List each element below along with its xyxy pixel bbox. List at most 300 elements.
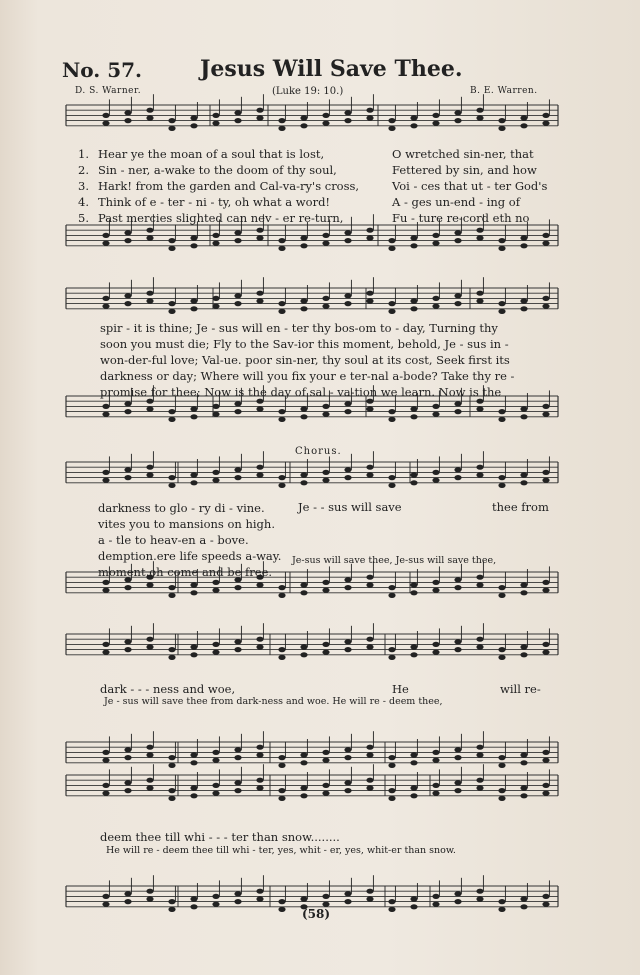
hymn-title: Jesus Will Save Thee. xyxy=(200,56,463,82)
lyric-line: Fettered by sin, and how xyxy=(392,163,537,177)
note-head xyxy=(454,467,461,472)
note-head xyxy=(190,760,197,765)
hymn-number: No. 57. xyxy=(62,58,142,82)
note-head xyxy=(542,783,549,788)
note-head xyxy=(432,404,439,409)
note-head xyxy=(542,113,549,118)
note-head xyxy=(300,414,307,419)
note-head xyxy=(102,470,109,475)
note-head xyxy=(146,889,153,894)
note-head xyxy=(498,593,505,598)
note-head xyxy=(476,745,483,750)
note-head xyxy=(344,891,351,896)
chorus-bass-line-3: He will re - deem thee till whi - ter, yes, whit - er, yes, whit-er than snow. xyxy=(106,845,456,856)
note-head xyxy=(278,647,285,652)
note-head xyxy=(168,126,175,131)
note-head xyxy=(256,406,263,411)
note-head xyxy=(542,758,549,763)
note-head xyxy=(234,647,241,652)
note-head xyxy=(542,642,549,647)
note-head xyxy=(300,235,307,240)
note-head xyxy=(146,291,153,296)
chorus-line-2-will: will re- xyxy=(500,682,541,696)
note-head xyxy=(300,760,307,765)
note-head xyxy=(498,417,505,422)
note-head xyxy=(542,478,549,483)
note-head xyxy=(388,118,395,123)
note-head xyxy=(256,889,263,894)
verse-lines-a xyxy=(98,146,359,226)
note-head xyxy=(388,475,395,480)
note-head xyxy=(124,301,131,306)
lyric-line: darkness or day; Where will you fix your e ter-nal a-bode? Take thy re - xyxy=(100,369,515,383)
note-head xyxy=(146,745,153,750)
note-head xyxy=(124,780,131,785)
note-head xyxy=(124,747,131,752)
note-head xyxy=(190,406,197,411)
note-head xyxy=(146,108,153,113)
note-head xyxy=(344,230,351,235)
note-head xyxy=(234,899,241,904)
note-head xyxy=(190,785,197,790)
note-head xyxy=(190,414,197,419)
note-head xyxy=(322,750,329,755)
note-head xyxy=(432,470,439,475)
note-head xyxy=(124,639,131,644)
note-head xyxy=(454,301,461,306)
note-head xyxy=(102,650,109,655)
note-head xyxy=(388,417,395,422)
note-head xyxy=(124,899,131,904)
note-head xyxy=(256,785,263,790)
note-head xyxy=(498,483,505,488)
note-head xyxy=(190,752,197,757)
note-head xyxy=(168,763,175,768)
note-head xyxy=(234,118,241,123)
note-head xyxy=(212,791,219,796)
note-head xyxy=(168,409,175,414)
note-head xyxy=(102,758,109,763)
note-head xyxy=(322,588,329,593)
note-head xyxy=(168,593,175,598)
note-head xyxy=(256,637,263,642)
lyric-line: spir - it is thine; Je - sus will en - ter thy bos-om to - day, Turning thy xyxy=(100,321,498,335)
note-head xyxy=(344,301,351,306)
note-head xyxy=(542,750,549,755)
lyric-line: promise for thee; Now is the day of sal - va-tion we learn. Now is the xyxy=(100,385,502,399)
note-head xyxy=(542,121,549,126)
note-head xyxy=(212,470,219,475)
note-head xyxy=(300,793,307,798)
note-head xyxy=(234,293,241,298)
page-number: (58) xyxy=(302,907,331,921)
note-head xyxy=(410,793,417,798)
note-head xyxy=(212,304,219,309)
note-head xyxy=(520,644,527,649)
note-head xyxy=(300,115,307,120)
note-head xyxy=(190,582,197,587)
note-head xyxy=(234,747,241,752)
note-head xyxy=(454,409,461,414)
note-head xyxy=(212,121,219,126)
note-head xyxy=(454,788,461,793)
note-head xyxy=(410,115,417,120)
note-head xyxy=(432,233,439,238)
note-head xyxy=(102,783,109,788)
verse-lines-b xyxy=(392,146,547,226)
note-head xyxy=(454,238,461,243)
note-head xyxy=(366,752,373,757)
note-head xyxy=(256,582,263,587)
lyric-line: Hear ye the moan of a soul that is lost, xyxy=(98,147,325,161)
note-head xyxy=(256,298,263,303)
note-head xyxy=(520,896,527,901)
note-head xyxy=(388,593,395,598)
note-head xyxy=(146,896,153,901)
note-head xyxy=(410,235,417,240)
note-head xyxy=(234,467,241,472)
note-head xyxy=(278,585,285,590)
note-head xyxy=(190,115,197,120)
note-head xyxy=(190,472,197,477)
note-head xyxy=(344,899,351,904)
note-head xyxy=(498,796,505,801)
note-head xyxy=(212,750,219,755)
note-head xyxy=(454,891,461,896)
note-head xyxy=(432,650,439,655)
note-head xyxy=(234,780,241,785)
note-head xyxy=(124,118,131,123)
note-head xyxy=(124,788,131,793)
note-head xyxy=(300,406,307,411)
note-head xyxy=(322,113,329,118)
note-head xyxy=(300,652,307,657)
note-head xyxy=(168,585,175,590)
note-head xyxy=(190,896,197,901)
note-head xyxy=(366,637,373,642)
note-head xyxy=(168,647,175,652)
note-head xyxy=(102,296,109,301)
chorus-alto-line: Je - - sus will save xyxy=(298,500,402,514)
lyric-line: Past mercies slighted can nev - er re-turn, xyxy=(98,211,344,225)
note-head xyxy=(366,889,373,894)
note-head xyxy=(322,296,329,301)
note-head xyxy=(256,291,263,296)
note-head xyxy=(520,306,527,311)
note-head xyxy=(520,406,527,411)
note-head xyxy=(300,590,307,595)
lyric-line: moment,oh come and be free. xyxy=(98,565,273,579)
note-head xyxy=(190,793,197,798)
note-head xyxy=(344,780,351,785)
note-head xyxy=(476,406,483,411)
note-head xyxy=(146,228,153,233)
note-head xyxy=(146,472,153,477)
note-head xyxy=(410,652,417,657)
note-head xyxy=(146,785,153,790)
note-head xyxy=(146,406,153,411)
note-head xyxy=(102,894,109,899)
note-head xyxy=(520,652,527,657)
note-head xyxy=(256,644,263,649)
note-head xyxy=(476,752,483,757)
note-head xyxy=(212,894,219,899)
note-head xyxy=(234,401,241,406)
note-head xyxy=(454,293,461,298)
lyric-line: darkness to glo - ry di - vine. xyxy=(98,501,265,515)
note-head xyxy=(432,113,439,118)
lyric-line: Fu - ture re-cord eth no xyxy=(392,211,530,225)
verse-number: 5. xyxy=(78,211,89,225)
note-head xyxy=(498,755,505,760)
note-head xyxy=(432,121,439,126)
note-head xyxy=(520,582,527,587)
lyric-line: demption.ere life speeds a-way. xyxy=(98,549,282,563)
verse-number: 1. xyxy=(78,147,89,161)
note-head xyxy=(322,404,329,409)
note-head xyxy=(278,126,285,131)
note-head xyxy=(542,404,549,409)
note-head xyxy=(344,755,351,760)
note-head xyxy=(432,791,439,796)
note-head xyxy=(498,409,505,414)
note-head xyxy=(300,785,307,790)
note-head xyxy=(322,478,329,483)
note-head xyxy=(168,246,175,251)
note-head xyxy=(322,580,329,585)
verse-number: 2. xyxy=(78,163,89,177)
note-head xyxy=(520,235,527,240)
note-head xyxy=(476,896,483,901)
note-head xyxy=(234,238,241,243)
note-head xyxy=(322,233,329,238)
note-head xyxy=(102,233,109,238)
note-head xyxy=(234,891,241,896)
note-head xyxy=(454,647,461,652)
note-head xyxy=(498,475,505,480)
note-head xyxy=(212,478,219,483)
note-head xyxy=(366,745,373,750)
note-head xyxy=(234,301,241,306)
note-head xyxy=(410,480,417,485)
note-head xyxy=(322,894,329,899)
note-head xyxy=(344,110,351,115)
note-head xyxy=(190,306,197,311)
note-head xyxy=(234,409,241,414)
note-head xyxy=(234,475,241,480)
note-head xyxy=(454,475,461,480)
note-head xyxy=(102,121,109,126)
lyric-line: Sin - ner, a-wake to the doom of thy soul, xyxy=(98,163,337,177)
note-head xyxy=(498,655,505,660)
note-head xyxy=(410,644,417,649)
note-head xyxy=(520,480,527,485)
note-head xyxy=(256,896,263,901)
note-head xyxy=(278,763,285,768)
note-head xyxy=(190,652,197,657)
note-head xyxy=(410,896,417,901)
note-head xyxy=(168,238,175,243)
verse-number: 4. xyxy=(78,195,89,209)
note-head xyxy=(102,113,109,118)
note-head xyxy=(212,642,219,647)
note-head xyxy=(520,590,527,595)
note-head xyxy=(432,588,439,593)
note-head xyxy=(278,755,285,760)
note-head xyxy=(410,406,417,411)
note-head xyxy=(542,894,549,899)
note-head xyxy=(432,478,439,483)
note-head xyxy=(388,409,395,414)
note-head xyxy=(520,760,527,765)
note-head xyxy=(366,298,373,303)
lyric-line: Hark! from the garden and Cal-va-ry's cross, xyxy=(98,179,360,193)
note-head xyxy=(542,791,549,796)
note-head xyxy=(102,241,109,246)
chorus-label: Chorus. xyxy=(295,446,342,457)
note-head xyxy=(344,639,351,644)
note-head xyxy=(234,639,241,644)
note-head xyxy=(520,414,527,419)
verse-lines-c xyxy=(100,320,514,400)
author-credit: D. S. Warner. xyxy=(75,86,142,96)
note-head xyxy=(366,785,373,790)
note-head xyxy=(344,585,351,590)
note-head xyxy=(410,414,417,419)
note-head xyxy=(212,902,219,907)
note-head xyxy=(388,301,395,306)
note-head xyxy=(322,304,329,309)
note-head xyxy=(212,241,219,246)
note-head xyxy=(454,110,461,115)
note-head xyxy=(124,475,131,480)
note-head xyxy=(388,763,395,768)
note-head xyxy=(388,788,395,793)
note-head xyxy=(454,780,461,785)
verse-numbers xyxy=(78,146,89,226)
note-head xyxy=(234,755,241,760)
note-head xyxy=(212,758,219,763)
note-head xyxy=(322,650,329,655)
note-head xyxy=(300,123,307,128)
note-head xyxy=(278,409,285,414)
chorus-line-3: deem thee till whi - - - ter than snow........ xyxy=(100,830,340,844)
note-head xyxy=(102,642,109,647)
note-head xyxy=(168,655,175,660)
note-head xyxy=(410,582,417,587)
note-head xyxy=(344,475,351,480)
note-head xyxy=(322,791,329,796)
note-head xyxy=(476,298,483,303)
note-head xyxy=(300,752,307,757)
note-head xyxy=(454,585,461,590)
note-head xyxy=(124,230,131,235)
note-head xyxy=(344,577,351,582)
note-head xyxy=(432,304,439,309)
note-head xyxy=(124,110,131,115)
note-head xyxy=(278,796,285,801)
note-head xyxy=(344,647,351,652)
note-head xyxy=(146,752,153,757)
note-head xyxy=(146,235,153,240)
note-head xyxy=(498,126,505,131)
note-head xyxy=(124,467,131,472)
note-head xyxy=(542,588,549,593)
note-head xyxy=(124,585,131,590)
note-head xyxy=(366,108,373,113)
lyric-line: Voi - ces that ut - ter God's xyxy=(392,179,548,193)
note-head xyxy=(234,585,241,590)
note-head xyxy=(212,412,219,417)
note-head xyxy=(300,298,307,303)
note-head xyxy=(388,755,395,760)
note-head xyxy=(410,904,417,909)
note-head xyxy=(498,118,505,123)
note-head xyxy=(366,896,373,901)
note-head xyxy=(102,478,109,483)
note-head xyxy=(322,783,329,788)
note-head xyxy=(278,417,285,422)
note-head xyxy=(388,655,395,660)
note-head xyxy=(476,228,483,233)
note-head xyxy=(300,306,307,311)
note-head xyxy=(212,783,219,788)
note-head xyxy=(542,412,549,417)
note-head xyxy=(498,907,505,912)
note-head xyxy=(256,778,263,783)
note-head xyxy=(410,243,417,248)
lyric-line: Think of e - ter - ni - ty, oh what a word! xyxy=(98,195,331,209)
note-head xyxy=(124,409,131,414)
note-head xyxy=(388,309,395,314)
note-head xyxy=(190,480,197,485)
note-head xyxy=(168,301,175,306)
note-head xyxy=(146,298,153,303)
note-head xyxy=(168,899,175,904)
note-head xyxy=(212,296,219,301)
note-head xyxy=(190,590,197,595)
note-head xyxy=(212,113,219,118)
note-head xyxy=(366,644,373,649)
note-head xyxy=(410,785,417,790)
note-head xyxy=(454,230,461,235)
note-head xyxy=(300,582,307,587)
note-head xyxy=(432,296,439,301)
lyric-line: a - tle to heav-en a - bove. xyxy=(98,533,249,547)
note-head xyxy=(366,406,373,411)
note-head xyxy=(542,233,549,238)
note-head xyxy=(432,241,439,246)
note-head xyxy=(300,896,307,901)
note-head xyxy=(256,228,263,233)
note-head xyxy=(278,788,285,793)
note-head xyxy=(432,758,439,763)
note-head xyxy=(520,904,527,909)
note-head xyxy=(168,309,175,314)
note-head xyxy=(234,110,241,115)
note-head xyxy=(278,655,285,660)
note-head xyxy=(520,298,527,303)
note-head xyxy=(168,417,175,422)
note-head xyxy=(102,412,109,417)
note-head xyxy=(124,238,131,243)
note-head xyxy=(520,243,527,248)
note-head xyxy=(366,465,373,470)
note-head xyxy=(256,752,263,757)
note-head xyxy=(410,123,417,128)
note-head xyxy=(102,750,109,755)
chorus-alto-line-end: thee from xyxy=(492,500,549,514)
